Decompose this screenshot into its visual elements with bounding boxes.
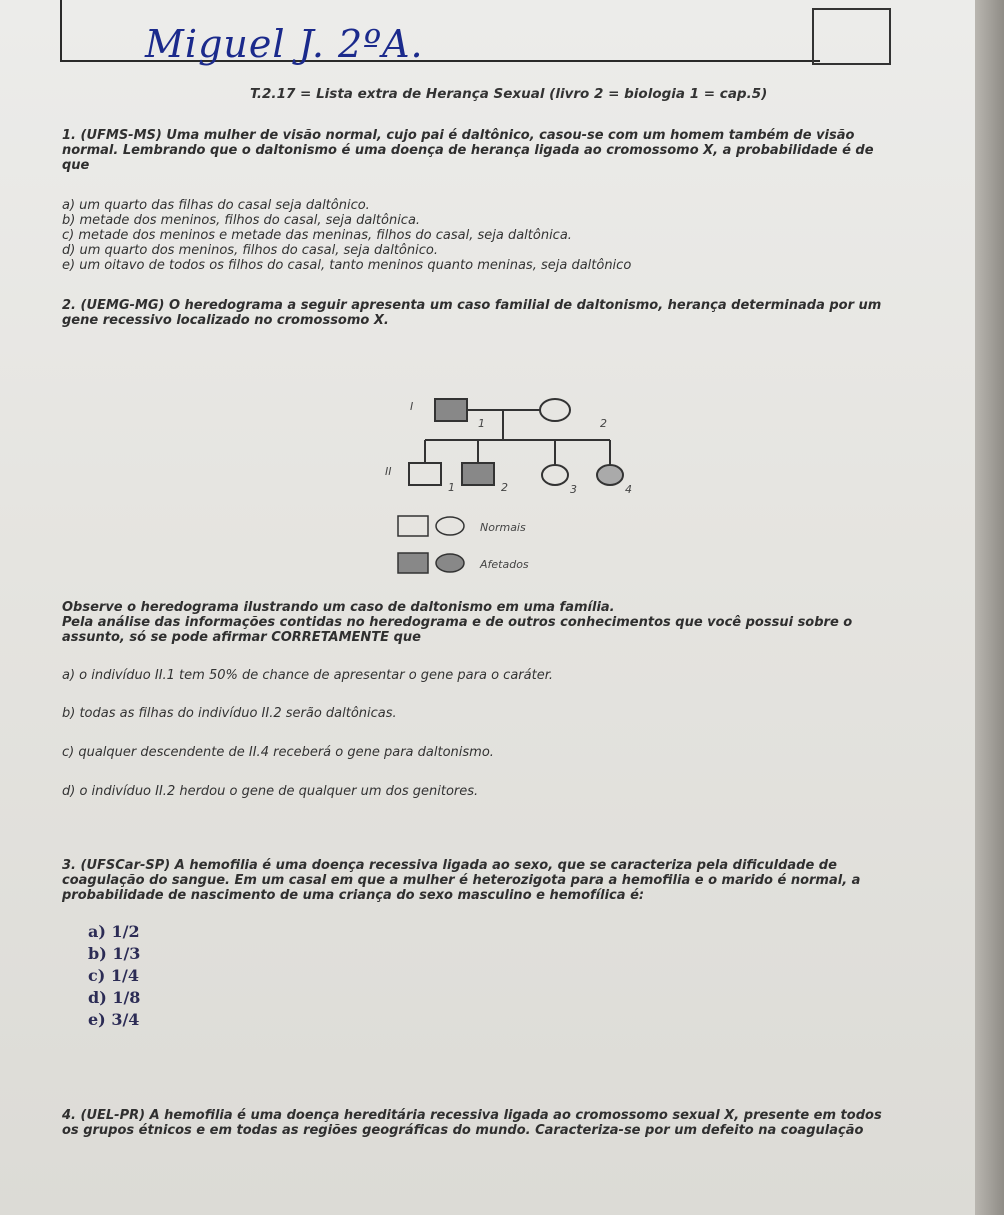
q3-option-a: a) 1/2 [88,922,140,941]
pedigree-male-ii1-normal [409,463,441,485]
legend-normal-label: Normais [480,521,526,534]
q3-line-3: probabilidade de nascimento de uma criança do sexo masculino e hemofílica é: [62,888,645,903]
pedigree-female-ii3-normal [542,465,568,485]
q1-option-a: a) um quarto das filhas do casal seja daltônico. [62,198,370,213]
grade-box [812,8,891,65]
pedigree-female-ii4 [597,465,623,485]
q3-line-2: coagulação do sangue. Em um casal em que a mulher é heterozigota para a hemofilia e o marido é normal, a [62,873,861,888]
q3-option-b: b) 1/3 [88,944,141,963]
pedigree-female-i2-normal [540,399,570,421]
q1-option-e: e) um oitavo de todos os filhos do casal, tanto meninos quanto meninas, seja daltônico [62,258,632,273]
q2-line-2: gene recessivo localizado no cromossomo X. [62,313,389,328]
legend-female-affected [436,554,464,572]
pedigree-number-ii3: 3 [570,483,577,496]
q2-option-b: b) todas as filhas do indivíduo II.2 serão daltônicas. [62,706,397,721]
pedigree-male-ii2-affected [462,463,494,485]
q1-option-b: b) metade dos meninos, filhos do casal, seja daltônica. [62,213,421,228]
q2-option-c: c) qualquer descendente de II.4 receberá o gene para daltonismo. [62,745,494,760]
q2-after-line-2: Pela análise das informações contidas no heredograma e de outros conhecimentos que você possui sobre o [62,615,853,630]
q3-line-1: 3. (UFSCar-SP) A hemofilia é uma doença recessiva ligada ao sexo, que se caracteriza pela dificuldade de [62,858,837,873]
q2-after-line-3: assunto, só se pode afirmar CORRETAMENTE que [62,630,421,645]
legend-male-affected [398,553,428,573]
pedigree-chart [370,395,670,580]
q1-line-3: que [62,158,90,173]
q3-option-c: c) 1/4 [88,966,139,985]
q4-line-1: 4. (UEL-PR) A hemofilia é uma doença hereditária recessiva ligada ao cromossomo sexual X, presente em todos [62,1108,882,1123]
q1-option-c: c) metade dos meninos e metade das meninas, filhos do casal, seja daltônica. [62,228,572,243]
legend-affected-label: Afetados [480,558,529,571]
q1-line-2: normal. Lembrando que o daltonismo é uma doença de herança ligada ao cromossomo X, a probabilidade é de [62,143,874,158]
generation-label-i: I [410,400,414,413]
pedigree-male-i1-affected [435,399,467,421]
pedigree-number-ii2: 2 [501,481,508,494]
student-name: Miguel J. 2ºA. [145,22,424,66]
q2-option-a: a) o indivíduo II.1 tem 50% de chance de apresentar o gene para o caráter. [62,668,553,683]
q3-option-d: d) 1/8 [88,988,141,1007]
q1-option-d: d) um quarto dos meninos, filhos do casal, seja daltônico. [62,243,438,258]
q2-option-d: d) o indivíduo II.2 herdou o gene de qualquer um dos genitores. [62,784,479,799]
q1-line-1: 1. (UFMS-MS) Uma mulher de visão normal, cujo pai é daltônico, casou-se com um homem também de visão [62,128,855,143]
generation-label-ii: II [385,465,392,478]
header-border-left [60,0,62,62]
background-edge [975,0,1004,1215]
q3-option-e: e) 3/4 [88,1010,140,1029]
pedigree-number-i1: 1 [478,417,485,430]
q4-line-2: os grupos étnicos e em todas as regiões geográficas do mundo. Caracteriza-se por um defeito na coagulação [62,1123,864,1138]
q2-after-line-1: Observe o heredograma ilustrando um caso de daltonismo em uma família. [62,600,615,615]
legend-male-normal [398,516,428,536]
pedigree-number-i2: 2 [600,417,607,430]
legend-female-normal [436,517,464,535]
q2-line-1: 2. (UEMG-MG) O heredograma a seguir apresenta um caso familial de daltonismo, herança determinada por um [62,298,882,313]
pedigree-number-ii1: 1 [448,481,455,494]
page-title: T.2.17 = Lista extra de Herança Sexual (livro 2 = biologia 1 = cap.5) [250,86,768,102]
pedigree-number-ii4: 4 [625,483,632,496]
